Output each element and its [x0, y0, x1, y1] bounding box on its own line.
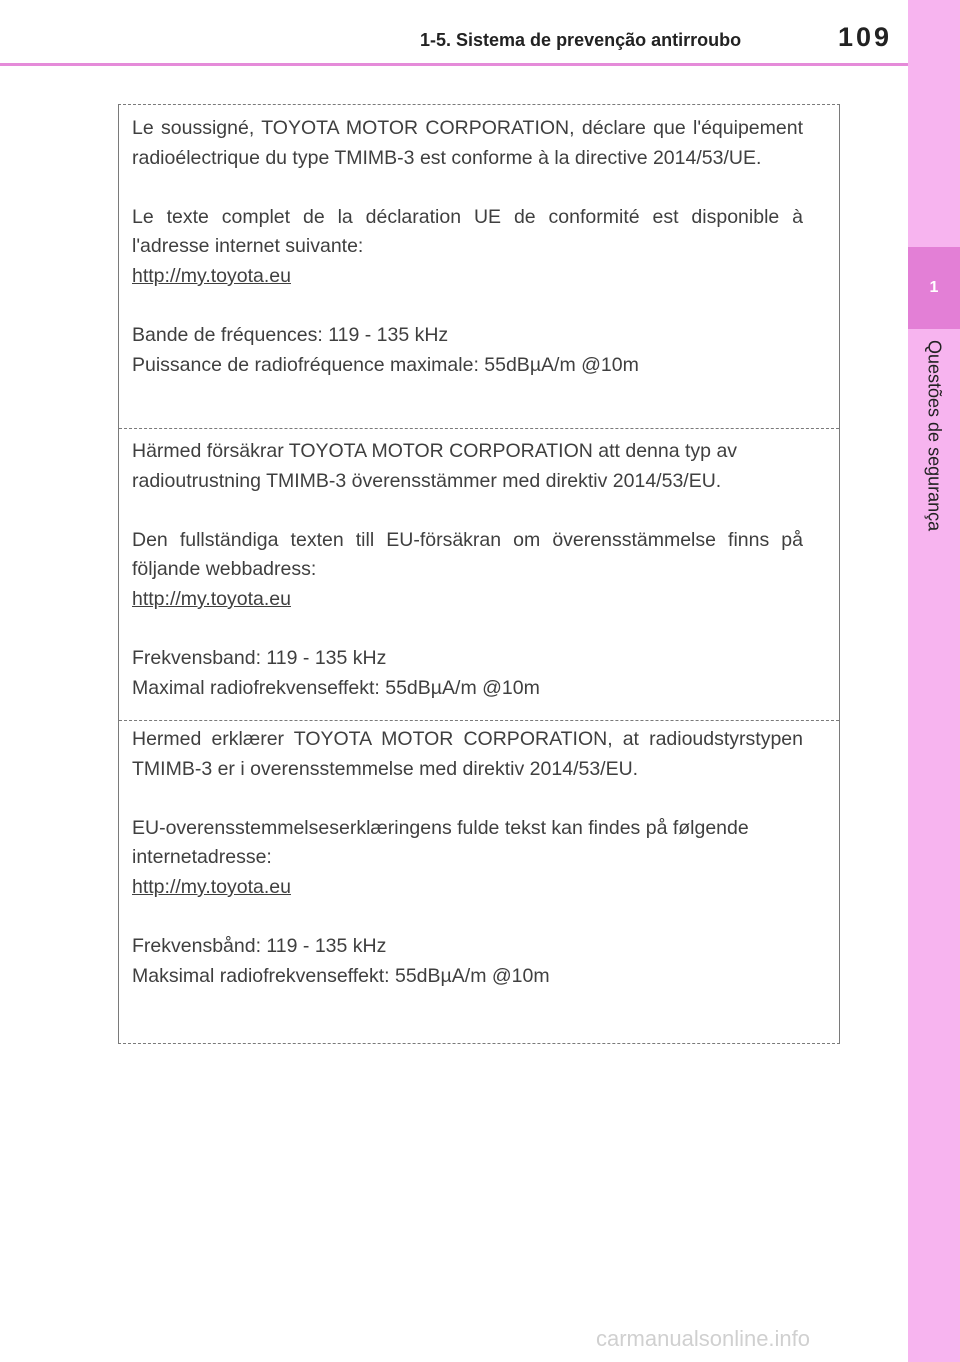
declaration-url-link[interactable]: http://my.toyota.eu — [132, 264, 291, 287]
chapter-title-vertical — [908, 340, 960, 580]
frequency-text: Frekvensband: 119 - 135 kHz — [132, 647, 387, 670]
page-number: 109 — [838, 22, 893, 52]
frequency-text: Bande de fréquences: 119 - 135 kHz — [132, 324, 449, 347]
chapter-title-text: Questões de segurança — [924, 340, 945, 532]
declaration-text: Le soussigné, TOYOTA MOTOR CORPORATION, déclare que l'équipement radioélectrique du type TMIMB-3 est conforme à la directive 2014/53/UE. — [132, 117, 803, 169]
declaration-section-danish — [119, 720, 839, 997]
availability-text: Den fullständiga texten till EU-försäkran om överensstämmelse finns på följande webbadress: — [132, 528, 803, 581]
availability-text: Le texte complet de la déclaration UE de conformité est disponible à l'adresse internet suivante: — [132, 205, 803, 258]
declaration-text: Hermed erklærer TOYOTA MOTOR CORPORATION, at radioudstyrstypen TMIMB-3 er i overensstemmelse med direktiv 2014/53/EU. — [132, 728, 803, 780]
availability-text: EU-overensstemmelseserklæringens fulde tekst kan findes på følgende internetadresse: — [132, 816, 749, 869]
section-title: 1-5. Sistema de prevenção antirroubo — [420, 30, 742, 50]
declaration-section-french — [119, 105, 839, 428]
declaration-url-link[interactable]: http://my.toyota.eu — [132, 875, 291, 898]
chapter-number: 1 — [929, 279, 939, 296]
declaration-text: Härmed försäkrar TOYOTA MOTOR CORPORATION att denna typ av radioutrustning TMIMB-3 överensstämmer med direktiv 2014/53/EU. — [132, 440, 738, 492]
declaration-url-link[interactable]: http://my.toyota.eu — [132, 587, 291, 610]
chapter-number-badge — [908, 247, 960, 329]
watermark-text: carmanualsonline.info — [596, 1326, 811, 1351]
chapter-side-tab — [908, 0, 960, 1362]
power-text: Maksimal radiofrekvenseffekt: 55dBµA/m @10m — [132, 964, 550, 987]
header-divider — [0, 63, 908, 66]
power-text: Maximal radiofrekvenseffekt: 55dBµA/m @10m — [132, 676, 540, 699]
frequency-text: Frekvensbånd: 119 - 135 kHz — [132, 935, 387, 958]
declaration-box — [118, 104, 840, 1044]
power-text: Puissance de radiofréquence maximale: 55dBµA/m @10m — [132, 353, 639, 376]
declaration-section-swedish — [119, 428, 839, 720]
